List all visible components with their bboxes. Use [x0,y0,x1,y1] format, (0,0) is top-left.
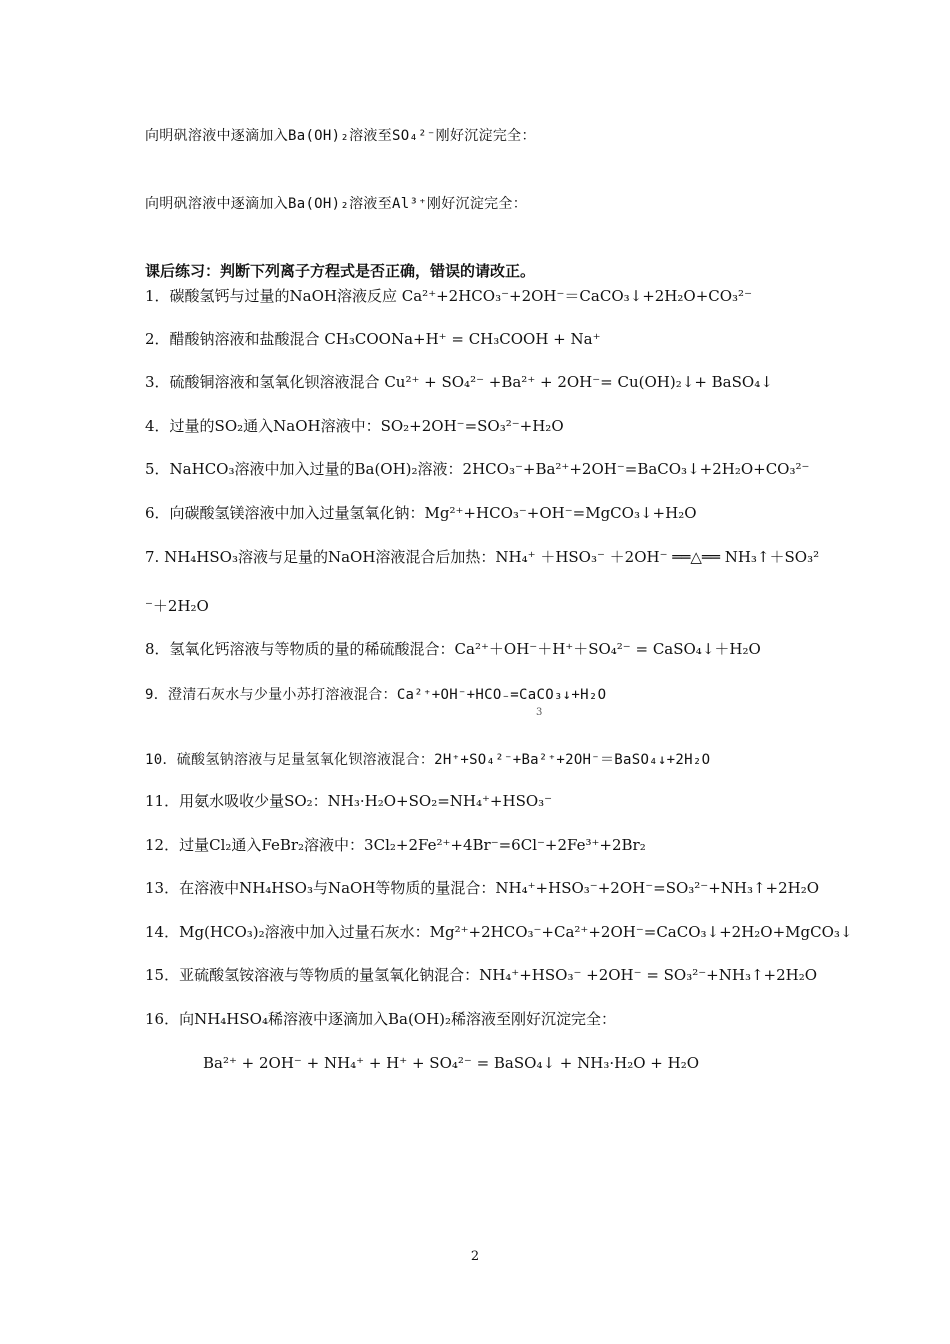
exercise-item-1: 1．碳酸氢钙与过量的NaOH溶液反应 Ca²⁺+2HCO₃⁻+2OH⁻＝CaCO₃↓+2H₂O+CO₃²⁻ [145,287,752,305]
item-9-subscript: 3 [536,707,543,718]
intro-line-1: 向明矾溶液中逐滴加入Ba(OH)₂溶液至SO₄²⁻刚好沉淀完全： [145,128,536,144]
exercise-item-15: 15．亚硫酸氢铵溶液与等物质的量氢氧化钠混合：NH₄⁺+HSO₃⁻ +2OH⁻ = SO₃²⁻+NH₃↑+2H₂O [145,966,818,984]
exercise-item-2: 2．醋酸钠溶液和盐酸混合 CH₃COONa+H⁺ = CH₃COOH + Na⁺ [145,330,601,348]
exercise-item-11: 11．用氨水吸收少量SO₂：NH₃·H₂O+SO₂=NH₄⁺+HSO₃⁻ [145,792,553,810]
exercise-heading: 课后练习：判断下列离子方程式是否正确，错误的请改正。 [145,262,536,280]
exercise-item-7: 7. NH₄HSO₃溶液与足量的NaOH溶液混合后加热：NH₄⁺ ＋HSO₃⁻ ＋2OH⁻ ══△══ NH₃↑＋SO₃² [145,548,820,566]
exercise-item-8: 8．氢氧化钙溶液与等物质的量的稀硫酸混合：Ca²⁺＋OH⁻＋H⁺＋SO₄²⁻ = CaSO₄↓＋H₂O [145,640,761,658]
intro-line-2: 向明矾溶液中逐滴加入Ba(OH)₂溶液至Al³⁺刚好沉淀完全： [145,196,528,212]
exercise-item-3: 3．硫酸铜溶液和氢氧化钡溶液混合 Cu²⁺ + SO₄²⁻ +Ba²⁺ + 2OH⁻= Cu(OH)₂↓+ BaSO₄↓ [145,373,773,391]
exercise-item-6: 6．向碳酸氢镁溶液中加入过量氢氧化钠：Mg²⁺+HCO₃⁻+OH⁻=MgCO₃↓+H₂O [145,504,697,522]
item-16-equation: Ba²⁺ + 2OH⁻ + NH₄⁺ + H⁺ + SO₄²⁻ = BaSO₄↓ + NH₃·H₂O + H₂O [203,1054,700,1072]
exercise-item-14: 14．Mg(HCO₃)₂溶液中加入过量石灰水：Mg²⁺+2HCO₃⁻+Ca²⁺+2OH⁻=CaCO₃↓+2H₂O+MgCO₃↓ [145,923,853,941]
exercise-item-13: 13．在溶液中NH₄HSO₃与NaOH等物质的量混合：NH₄⁺+HSO₃⁻+2OH⁻=SO₃²⁻+NH₃↑+2H₂O [145,879,820,897]
exercise-item-9: 9．澄清石灰水与少量小苏打溶液混合：Ca²⁺+OH⁻+HCO₋=CaCO₃↓+H₂O [145,687,607,703]
page-number: 2 [470,1249,480,1264]
exercise-item-10: 10．硫酸氢钠溶液与足量氢氧化钡溶液混合：2H⁺+SO₄²⁻+Ba²⁺+2OH⁻＝BaSO₄↓+2H₂O [145,752,711,768]
exercise-item-12: 12．过量Cl₂通入FeBr₂溶液中：3Cl₂+2Fe²⁺+4Br⁻=6Cl⁻+2Fe³⁺+2Br₂ [145,836,646,854]
exercise-item-16: 16．向NH₄HSO₄稀溶液中逐滴加入Ba(OH)₂稀溶液至刚好沉淀完全： [145,1010,617,1028]
exercise-item-4: 4．过量的SO₂通入NaOH溶液中：SO₂+2OH⁻=SO₃²⁻+H₂O [145,417,564,435]
exercise-item-5: 5．NaHCO₃溶液中加入过量的Ba(OH)₂溶液：2HCO₃⁻+Ba²⁺+2OH⁻=BaCO₃↓+2H₂O+CO₃²⁻ [145,460,810,478]
exercise-item-7-continued: ⁻＋2H₂O [145,597,209,615]
